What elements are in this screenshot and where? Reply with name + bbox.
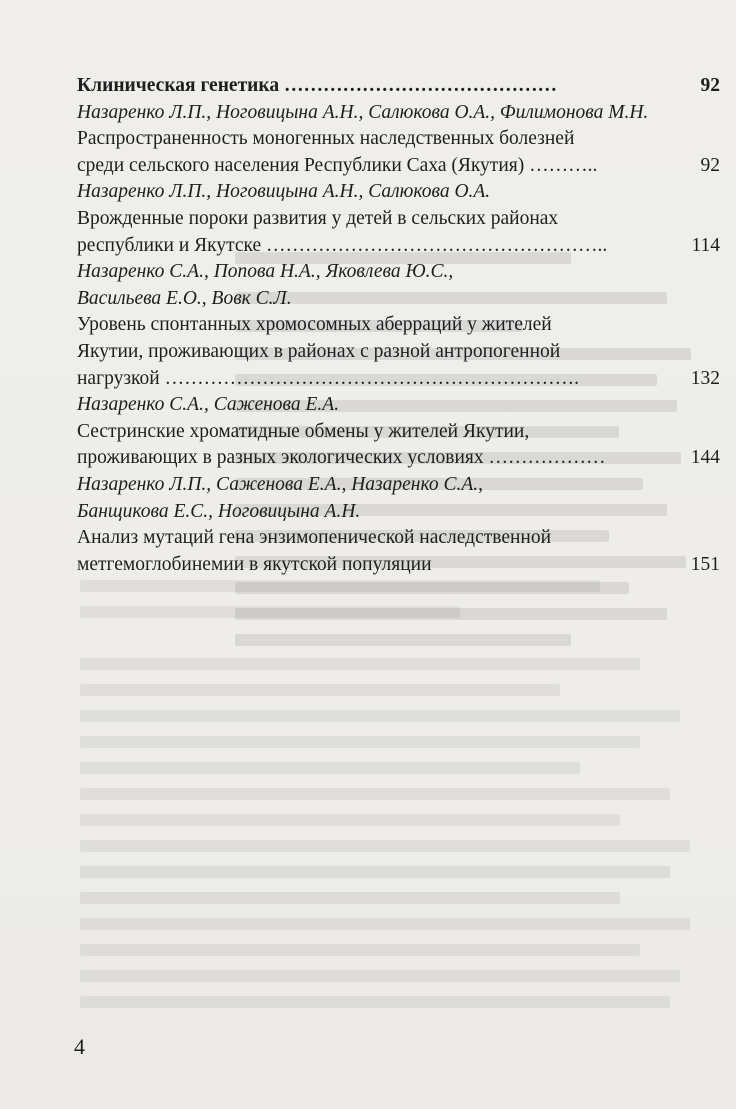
toc-entry-title-end: среди сельского населения Республики Саха (Якутия) ……….. [77,154,598,176]
page-number: 132 [690,367,720,389]
toc-entry-last-line [77,153,720,180]
toc-entry-title: Сестринские хроматидные обмены у жителей Якутии, [77,420,530,442]
page-number: 92 [700,75,720,96]
page-number: 92 [700,154,720,176]
toc-entry-title: Врожденные пороки развития у детей в сельских районах [77,207,559,229]
toc-entry-authors: Назаренко Л.П., Ноговицына А.Н., Салюкова О.А. [77,181,491,203]
toc-entry-authors: Назаренко Л.П., Ноговицына А.Н., Салюкова О.А., Филимонова М.Н. [77,101,649,123]
toc-section-heading [77,73,720,100]
toc-entry-authors: Назаренко Л.П., Саженова Е.А., Назаренко С.А., [77,473,484,495]
toc-entry-title: Якутии, проживающих в районах с разной антропогенной [77,340,561,362]
toc-entry-authors: Назаренко С.А., Попова Н.А., Яковлева Ю.С., [77,261,454,283]
toc-entry-title-end: проживающих в разных экологических условиях ……………… [77,447,606,469]
toc-entry-authors: Назаренко С.А., Саженова Е.А. [77,394,340,416]
toc-entry-last-line [77,366,720,393]
toc-entry-last-line [77,233,720,260]
show-through-text-lower [80,540,720,1050]
toc-entry-authors: Банщикова Е.С., Ноговицына А.Н. [77,500,361,522]
toc-entry-title-end: метгемоглобинемии в якутской популяции [77,553,432,575]
toc-entry-title: Распространенность моногенных наследственных болезней [77,128,575,150]
section-title: Клиническая генетика …………………………………… [77,75,557,96]
toc-entry-title-end: республики и Якутске …………………………………………….. [77,234,608,256]
page-folio: 4 [74,1034,85,1059]
toc-entry-last-line [77,552,720,579]
toc-entry-title: Уровень спонтанных хромосомных аберраций у жителей [77,314,552,336]
table-of-contents [77,73,720,578]
toc-entry-title-end: нагрузкой ………………………………………………………. [77,367,579,389]
page-number: 144 [690,447,720,469]
page-number: 151 [690,553,720,575]
toc-entry-authors: Васильева Е.О., Вовк С.Л. [77,287,292,309]
toc-entry-last-line [77,445,720,472]
toc-entry-title: Анализ мутаций гена энзимопенической наследственной [77,527,552,549]
page-number: 114 [691,234,720,256]
